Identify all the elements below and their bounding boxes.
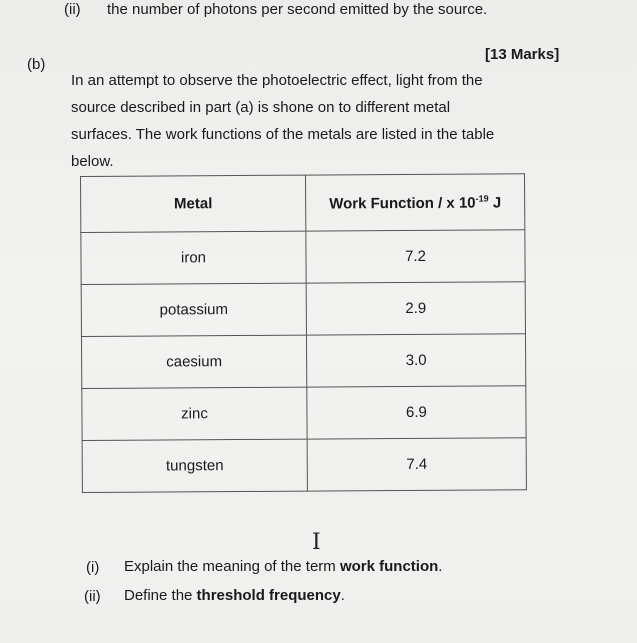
table-row	[81, 230, 525, 285]
value-cell: 6.9	[307, 386, 526, 439]
metal-cell: potassium	[81, 283, 306, 336]
paragraph-line: below.	[71, 153, 114, 170]
part-b-paragraph	[71, 67, 494, 175]
term-work-function: work function	[339, 558, 439, 575]
table-header-row	[81, 174, 525, 233]
header-wf-prefix: Work Function / x 10	[329, 194, 476, 212]
paragraph-line: In an attempt to observe the photoelectric effect, light from the	[71, 72, 483, 89]
metal-cell: iron	[81, 231, 306, 284]
header-wf-unit: J	[488, 193, 502, 212]
metal-cell: tungsten	[82, 439, 307, 492]
item-text-photons: the number of photons per second emitted by the source.	[107, 1, 488, 18]
question-ii-text: Define the threshold frequency.	[124, 587, 345, 604]
paragraph-line: surfaces. The work functions of the metals are listed in the table	[71, 126, 495, 143]
value-cell: 2.9	[306, 282, 525, 335]
text-cursor-icon: I	[312, 530, 321, 555]
term-threshold-frequency: threshold frequency	[196, 587, 341, 604]
table-row	[81, 334, 525, 389]
table-row	[81, 282, 525, 337]
metal-cell: caesium	[81, 335, 306, 388]
value-cell: 7.2	[306, 230, 525, 283]
value-cell: 7.4	[307, 438, 526, 491]
part-b-label: (b)	[27, 56, 46, 73]
item-number-ii-top: (ii)	[64, 1, 81, 18]
question-i-text: Explain the meaning of the term work function.	[124, 558, 443, 575]
marks-label: [13 Marks]	[485, 46, 560, 63]
metal-cell: zinc	[82, 387, 307, 440]
table-row	[82, 438, 526, 493]
question-i-number: (i)	[86, 559, 100, 576]
question-ii-number: (ii)	[84, 588, 101, 605]
header-work-function	[305, 174, 524, 231]
paragraph-line: source described in part (a) is shone on to different metal	[71, 99, 451, 116]
table-row	[82, 386, 526, 441]
work-function-table	[80, 173, 527, 493]
header-wf-exponent: -19	[475, 193, 489, 204]
value-cell: 3.0	[306, 334, 525, 387]
header-metal: Metal	[81, 175, 306, 232]
